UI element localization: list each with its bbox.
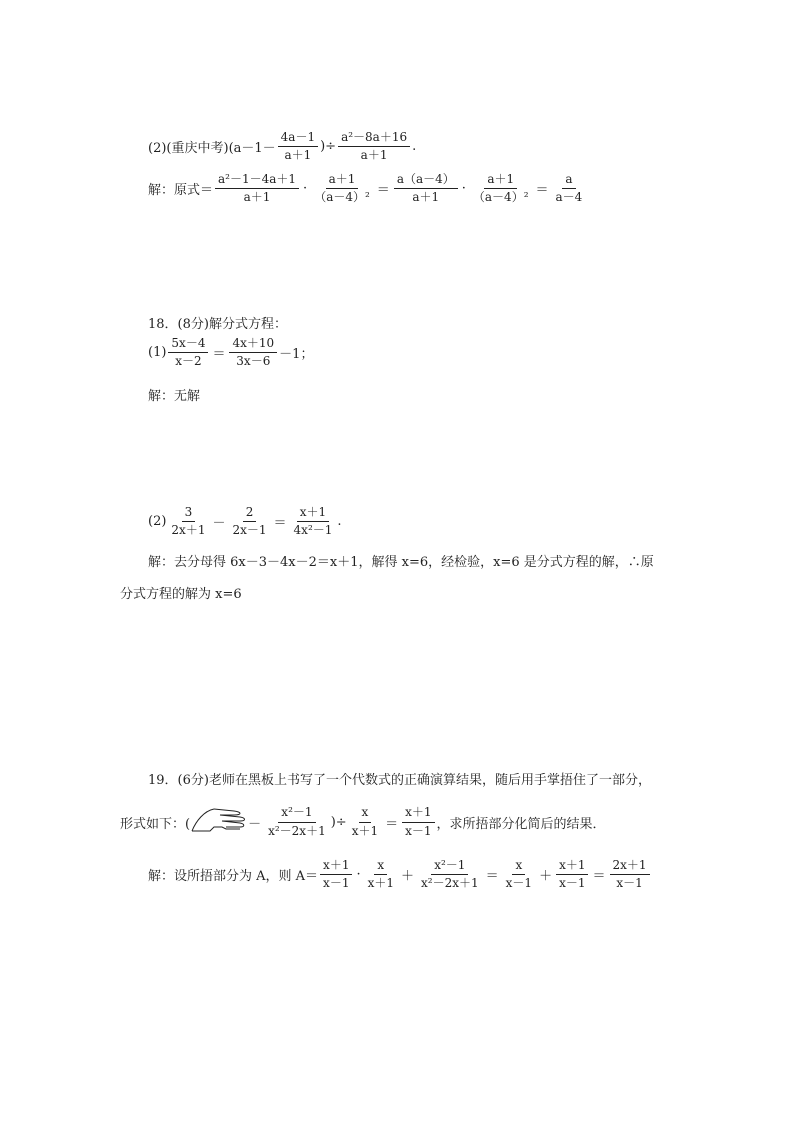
q18-p2-frac-1: $\frac{3}{2x+1}$ [171,505,206,538]
q17b-frac-2: $\frac{\text{a²－8a＋16}}{a+1}$ [338,131,410,162]
q17b-expression: (2)(重庆中考) (a－1－ $\frac{4a-1}{a+1}$ )÷ $\frac{\text{a²－8a＋16}}{a+1}$ . [148,130,417,163]
q17b-sol-frac-5: $\frac{a}{a-4}$ [555,172,583,205]
q19-form-prefix: 形式如下：( [120,816,191,832]
q19-form-frac-2: $\frac{x}{x+1}$ [351,805,379,838]
q18-p2-frac-2: $\frac{2}{2x-1}$ [232,505,267,538]
q18-part2-equation: (2) $\frac{3}{2x+1}$ － $\frac{2}{2x-1}$ ＝ $\frac{x+1}{\text{4x²－1}}$ . [148,505,342,538]
q19-form: 形式如下：( － $\frac{\text{x²－1}}{\text{x²－2x＋1}}$ )÷ $\frac{x}{x+1}$ ＝ $\frac{x+1}{x-1}$ ，求所捂部分化简后的结果． [120,805,606,838]
q17b-solution-prefix: 解：原式＝ [148,183,214,199]
q19-sol-frac-5: $\frac{x+1}{x-1}$ [556,859,588,890]
q17b-sol-frac-3: $\frac{a(a-4)}{a+1}$ [394,173,458,204]
q18-part1-answer: 解：无解 [148,389,201,404]
q17b-solution: 解：原式＝ $\frac{\text{a²－1－4a＋1}}{a+1}$ · $\frac{a+1}{\text{（a－4）²}}$ ＝ $\frac{a(a-4)}{a+1}$ · $\frac{a+1}{\text{（a－4）²}}$ ＝ $\frac{a}{a-4}$ [148,173,587,204]
q19-title: 19．(6分)老师在黑板上书写了一个代数式的正确演算结果，随后用手掌捂住了一部分， [148,773,651,788]
hand-icon [190,805,246,839]
q19-sol-frac-2: $\frac{x}{x+1}$ [367,858,394,891]
q18-part2-answer-line2: 分式方程的解为 x=6 [120,587,242,602]
q17b-expr-open: (a－1－ [228,141,276,157]
q17b-sol-frac-1: $\frac{\text{a²－1－4a＋1}}{a+1}$ [215,173,299,204]
q19-sol-frac-1: $\frac{x+1}{x-1}$ [320,859,352,890]
q18-part1-label: (1) [148,345,167,361]
q17b-label: (2)(重庆中考) [148,141,229,157]
q18-p1-frac-1: $\frac{5x-4}{x-2}$ [168,337,208,368]
q19-sol-frac-6: $\frac{2x+1}{x-1}$ [610,859,650,890]
q19-solution-prefix: 解：设所捂部分为 A，则 A＝ [148,869,319,885]
q19-sol-frac-3: $\frac{\text{x²－1}}{\text{x²－2x＋1}}$ [421,858,479,891]
q18-p1-frac-2: $\frac{4x+10}{3x-6}$ [229,337,277,368]
q17b-div: )÷ [320,139,337,155]
q18-part2-answer-line1: 解：去分母得 6x－3－4x－2＝x＋1，解得 x=6，经检验，x=6 是分式方程的解，∴原 [148,555,654,570]
q19-sol-frac-4: $\frac{x}{x-1}$ [505,858,533,891]
q17b-sol-frac-2: $\frac{a+1}{\text{（a－4）²}}$ [314,172,370,205]
q18-title: 18．(8分)解分式方程： [148,317,287,332]
q19-form-suffix: ，求所捂部分化简后的结果． [436,816,606,832]
q17b-sol-frac-4: $\frac{a+1}{\text{（a－4）²}}$ [472,172,529,205]
q18-part1-equation: (1) $\frac{5x-4}{x-2}$ ＝ $\frac{4x+10}{3x-6}$ －1； [148,336,314,369]
q19-form-frac-3: $\frac{x+1}{x-1}$ [402,806,434,837]
q19-solution: 解：设所捂部分为 A，则 A＝ $\frac{x+1}{x-1}$ · $\frac{x}{x+1}$ ＋ $\frac{\text{x²－1}}{\text{x²－2x＋1}}$ ＝ $\frac{x}{x-1}$ ＋ $\frac{x+1}{x-1}$ ＝ $\frac{2x+1}{x-1}$ [148,859,652,890]
q18-p2-frac-3: $\frac{x+1}{\text{4x²－1}}$ [293,505,333,538]
q17b-frac-1: $\frac{4a-1}{a+1}$ [278,131,318,162]
q18-part2-label: (2) [148,514,167,530]
q19-form-frac-1: $\frac{\text{x²－1}}{\text{x²－2x＋1}}$ [268,805,326,838]
